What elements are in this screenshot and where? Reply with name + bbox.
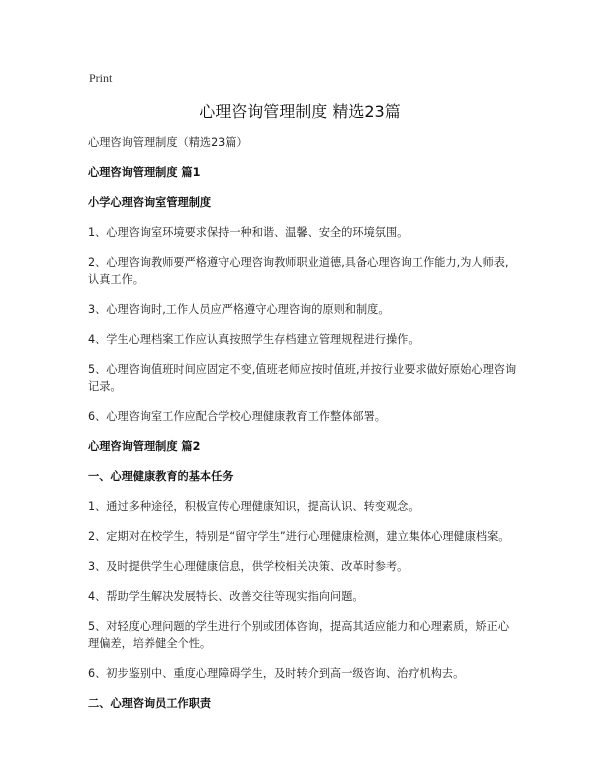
list-item: 6、心理咨询室工作应配合学校心理健康教育工作整体部署。	[88, 410, 386, 423]
print-link[interactable]: Print	[89, 71, 113, 85]
list-item: 5、心理咨询值班时间应固定不变,值班老师应按时值班,并按行业要求做好原始心理咨询记录。	[88, 363, 517, 393]
document-subtitle: 心理咨询管理制度（精选23篇）	[88, 136, 248, 149]
list-item: 3、心理咨询时,工作人员应严格遵守心理咨询的原则和制度。	[88, 303, 390, 316]
list-item: 2、定期对在校学生，特别是“留守学生”进行心理健康检测，建立集体心理健康档案。	[88, 530, 510, 543]
section-subheading: 一、心理健康教育的基本任务	[88, 470, 234, 483]
list-item: 4、学生心理档案工作应认真按照学生存档建立管理规程进行操作。	[88, 333, 420, 346]
section-subheading: 小学心理咨询室管理制度	[88, 196, 212, 209]
document-body	[88, 134, 518, 725]
list-item: 4、帮助学生解决发展特长、改善交往等现实指向问题。	[88, 590, 364, 603]
list-item: 6、初步鉴别中、重度心理障碍学生，及时转介到高一级咨询、治疗机构去。	[88, 667, 465, 680]
section-heading: 心理咨询管理制度 篇1	[88, 166, 201, 179]
list-item: 1、通过多种途径，积极宣传心理健康知识，提高认识、转变观念。	[88, 500, 420, 513]
page-title: 心理咨询管理制度 精选23篇	[199, 102, 401, 121]
list-item: 5、对轻度心理问题的学生进行个别或团体咨询，提高其适应能力和心理素质，矫正心理偏差，培养健全个性。	[88, 620, 510, 650]
list-item: 2、心理咨询教师要严格遵守心理咨询教师职业道德,具备心理咨询工作能力,为人师表,认真工作。	[88, 256, 509, 286]
list-item: 1、心理咨询室环境要求保持一种和谐、温馨、安全的环境氛围。	[88, 226, 409, 239]
section-subheading: 二、心理咨询员工作职责	[88, 697, 212, 710]
section-heading: 心理咨询管理制度 篇2	[88, 440, 201, 453]
list-item: 3、及时提供学生心理健康信息，供学校相关决策、改革时参考。	[88, 560, 409, 573]
